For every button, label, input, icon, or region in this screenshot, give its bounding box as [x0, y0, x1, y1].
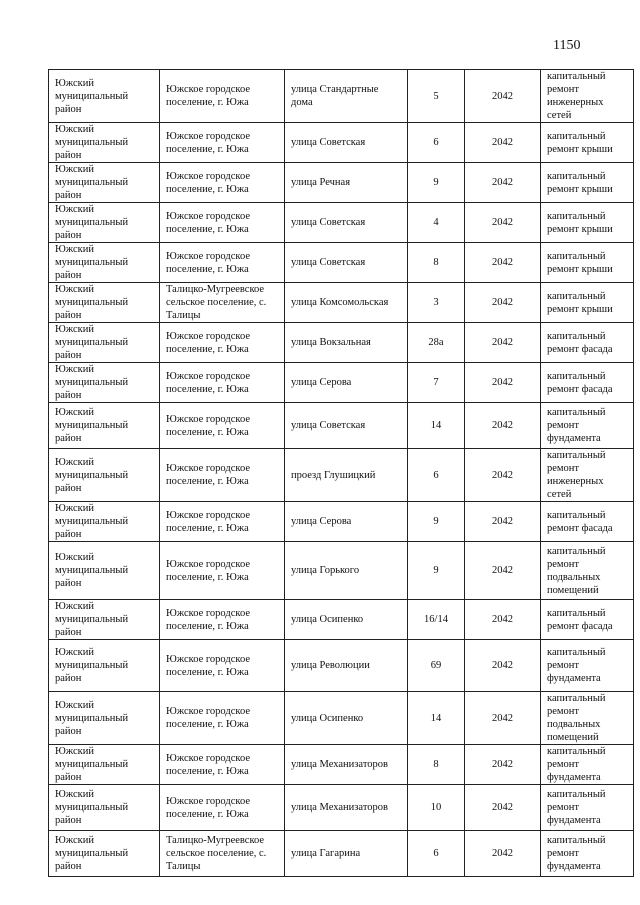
settlement-cell: Южское городское поселение, г. Южа — [160, 203, 285, 243]
year-cell: 2042 — [465, 745, 541, 785]
street-cell: улица Гагарина — [285, 831, 408, 877]
year-cell: 2042 — [465, 600, 541, 640]
street-cell: улица Советская — [285, 203, 408, 243]
table-row — [49, 163, 634, 203]
house-number-cell: 9 — [408, 163, 465, 203]
work-type-cell: капитальный ремонт фундамента — [541, 745, 634, 785]
work-type-cell: капитальный ремонт крыши — [541, 163, 634, 203]
work-type-cell: капитальный ремонт фундамента — [541, 831, 634, 877]
district-cell: Южский муниципальный район — [49, 640, 160, 692]
house-number-cell: 4 — [408, 203, 465, 243]
year-cell: 2042 — [465, 70, 541, 123]
street-cell: улица Советская — [285, 123, 408, 163]
settlement-cell: Южское городское поселение, г. Южа — [160, 785, 285, 831]
district-cell: Южский муниципальный район — [49, 123, 160, 163]
district-cell: Южский муниципальный район — [49, 745, 160, 785]
settlement-cell: Южское городское поселение, г. Южа — [160, 692, 285, 745]
table-body — [49, 70, 634, 877]
settlement-cell: Южское городское поселение, г. Южа — [160, 640, 285, 692]
street-cell: улица Серова — [285, 502, 408, 542]
district-cell: Южский муниципальный район — [49, 203, 160, 243]
year-cell: 2042 — [465, 163, 541, 203]
house-number-cell: 5 — [408, 70, 465, 123]
house-number-cell: 16/14 — [408, 600, 465, 640]
year-cell: 2042 — [465, 283, 541, 323]
house-number-cell: 8 — [408, 243, 465, 283]
street-cell: улица Советская — [285, 403, 408, 449]
repair-schedule-table — [48, 69, 634, 877]
house-number-cell: 8 — [408, 745, 465, 785]
table-row — [49, 692, 634, 745]
house-number-cell: 7 — [408, 363, 465, 403]
district-cell: Южский муниципальный район — [49, 600, 160, 640]
year-cell: 2042 — [465, 785, 541, 831]
street-cell: улица Механизаторов — [285, 785, 408, 831]
settlement-cell: Южское городское поселение, г. Южа — [160, 745, 285, 785]
street-cell: проезд Глушицкий — [285, 449, 408, 502]
district-cell: Южский муниципальный район — [49, 243, 160, 283]
district-cell: Южский муниципальный район — [49, 403, 160, 449]
work-type-cell: капитальный ремонт подвальных помещений — [541, 692, 634, 745]
table-row — [49, 403, 634, 449]
year-cell: 2042 — [465, 502, 541, 542]
year-cell: 2042 — [465, 831, 541, 877]
settlement-cell: Южское городское поселение, г. Южа — [160, 363, 285, 403]
house-number-cell: 28а — [408, 323, 465, 363]
street-cell: улица Осипенко — [285, 692, 408, 745]
work-type-cell: капитальный ремонт крыши — [541, 243, 634, 283]
district-cell: Южский муниципальный район — [49, 692, 160, 745]
table-row — [49, 542, 634, 600]
house-number-cell: 10 — [408, 785, 465, 831]
year-cell: 2042 — [465, 243, 541, 283]
work-type-cell: капитальный ремонт фасада — [541, 323, 634, 363]
table-row — [49, 745, 634, 785]
district-cell: Южский муниципальный район — [49, 283, 160, 323]
house-number-cell: 9 — [408, 542, 465, 600]
work-type-cell: капитальный ремонт крыши — [541, 123, 634, 163]
year-cell: 2042 — [465, 323, 541, 363]
year-cell: 2042 — [465, 403, 541, 449]
house-number-cell: 9 — [408, 502, 465, 542]
district-cell: Южский муниципальный район — [49, 502, 160, 542]
street-cell: улица Речная — [285, 163, 408, 203]
district-cell: Южский муниципальный район — [49, 785, 160, 831]
street-cell: улица Советская — [285, 243, 408, 283]
street-cell: улица Осипенко — [285, 600, 408, 640]
settlement-cell: Южское городское поселение, г. Южа — [160, 403, 285, 449]
table-row — [49, 502, 634, 542]
settlement-cell: Южское городское поселение, г. Южа — [160, 163, 285, 203]
settlement-cell: Южское городское поселение, г. Южа — [160, 323, 285, 363]
year-cell: 2042 — [465, 542, 541, 600]
work-type-cell: капитальный ремонт фундамента — [541, 403, 634, 449]
district-cell: Южский муниципальный район — [49, 363, 160, 403]
table-row — [49, 70, 634, 123]
work-type-cell: капитальный ремонт фасада — [541, 600, 634, 640]
settlement-cell: Южское городское поселение, г. Южа — [160, 70, 285, 123]
work-type-cell: капитальный ремонт крыши — [541, 203, 634, 243]
settlement-cell: Талицко-Мугреевское сельское поселение, с. Талицы — [160, 831, 285, 877]
settlement-cell: Южское городское поселение, г. Южа — [160, 542, 285, 600]
work-type-cell: капитальный ремонт инженерных сетей — [541, 449, 634, 502]
year-cell: 2042 — [465, 449, 541, 502]
work-type-cell: капитальный ремонт фасада — [541, 363, 634, 403]
street-cell: улица Стандартные дома — [285, 70, 408, 123]
settlement-cell: Южское городское поселение, г. Южа — [160, 123, 285, 163]
year-cell: 2042 — [465, 363, 541, 403]
street-cell: улица Горького — [285, 542, 408, 600]
table-row — [49, 640, 634, 692]
table-row — [49, 323, 634, 363]
work-type-cell: капитальный ремонт инженерных сетей — [541, 70, 634, 123]
house-number-cell: 14 — [408, 403, 465, 449]
settlement-cell: Талицко-Мугреевское сельское поселение, с. Талицы — [160, 283, 285, 323]
district-cell: Южский муниципальный район — [49, 831, 160, 877]
street-cell: улица Серова — [285, 363, 408, 403]
table-row — [49, 243, 634, 283]
street-cell: улица Комсомольская — [285, 283, 408, 323]
house-number-cell: 6 — [408, 123, 465, 163]
street-cell: улица Революции — [285, 640, 408, 692]
table-row — [49, 123, 634, 163]
house-number-cell: 14 — [408, 692, 465, 745]
table-row — [49, 203, 634, 243]
work-type-cell: капитальный ремонт подвальных помещений — [541, 542, 634, 600]
district-cell: Южский муниципальный район — [49, 163, 160, 203]
table-row — [49, 283, 634, 323]
district-cell: Южский муниципальный район — [49, 449, 160, 502]
work-type-cell: капитальный ремонт фундамента — [541, 785, 634, 831]
work-type-cell: капитальный ремонт фундамента — [541, 640, 634, 692]
street-cell: улица Вокзальная — [285, 323, 408, 363]
district-cell: Южский муниципальный район — [49, 542, 160, 600]
table-row — [49, 785, 634, 831]
table-row — [49, 449, 634, 502]
settlement-cell: Южское городское поселение, г. Южа — [160, 449, 285, 502]
house-number-cell: 6 — [408, 831, 465, 877]
house-number-cell: 3 — [408, 283, 465, 323]
table-row — [49, 600, 634, 640]
work-type-cell: капитальный ремонт крыши — [541, 283, 634, 323]
year-cell: 2042 — [465, 692, 541, 745]
settlement-cell: Южское городское поселение, г. Южа — [160, 243, 285, 283]
year-cell: 2042 — [465, 123, 541, 163]
house-number-cell: 6 — [408, 449, 465, 502]
page-number: 1150 — [553, 38, 581, 53]
table-row — [49, 831, 634, 877]
table-row — [49, 363, 634, 403]
work-type-cell: капитальный ремонт фасада — [541, 502, 634, 542]
district-cell: Южский муниципальный район — [49, 70, 160, 123]
year-cell: 2042 — [465, 203, 541, 243]
street-cell: улица Механизаторов — [285, 745, 408, 785]
district-cell: Южский муниципальный район — [49, 323, 160, 363]
year-cell: 2042 — [465, 640, 541, 692]
settlement-cell: Южское городское поселение, г. Южа — [160, 600, 285, 640]
house-number-cell: 69 — [408, 640, 465, 692]
settlement-cell: Южское городское поселение, г. Южа — [160, 502, 285, 542]
